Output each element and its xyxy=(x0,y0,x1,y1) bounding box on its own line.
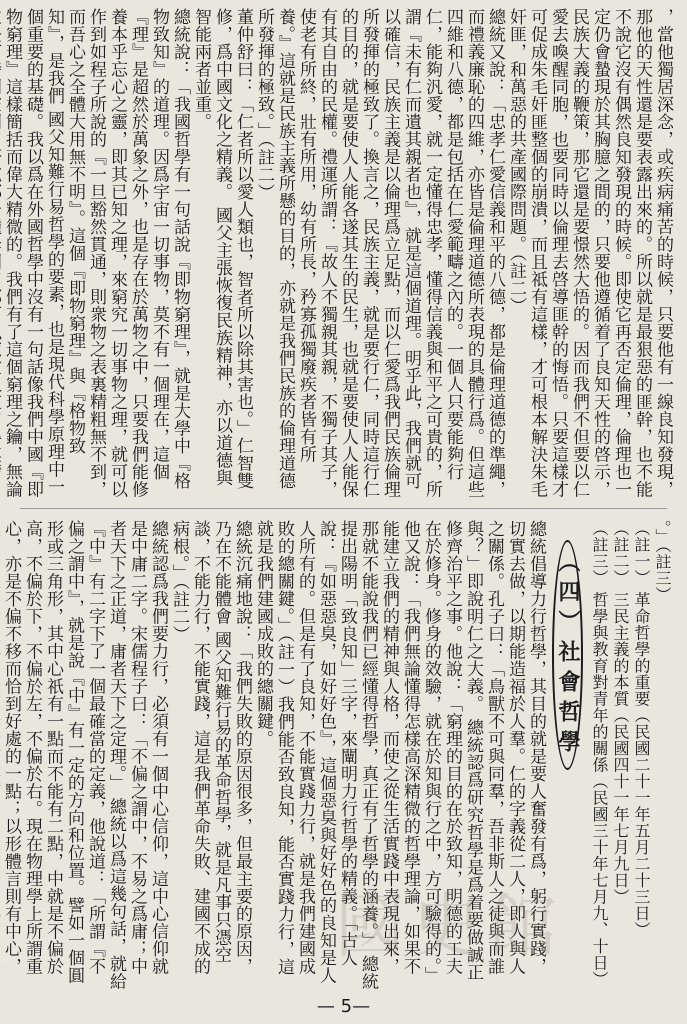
page-number xyxy=(0,996,687,1017)
footnote: （註一） 革命哲學的重要（民國二十一年五月二十三日） xyxy=(632,520,651,939)
footnote: （註三） 哲學與教育對青年的關係（民國三十年七月九、十日） xyxy=(590,520,609,988)
paragraph: 董仲舒曰：「仁者所以愛人類也，智者所以除其害也。」仁智雙修，爲中國文化之精義。 國父主張恢復民族精神，亦以道德與智能兩者並重。 xyxy=(191,8,253,490)
paragraph: 總統認爲我們要力行，必須有一個中心信仰，這中心信仰就是中庸二字。宋儒程子曰：「不偏之謂中，不易之爲庸；中者天下之正道，庸者天下之定理。」 總統以爲這幾句話，就給『中』有二字下了一個最確當的定義，他說道：「所謂『不偏之謂中』，就是說『中』有一定的方向和位置。譬如一個圓形或三角形，其中心祇有一點而不能有二點，中就是不偏於高，不偏於下，不偏於左，不偏於右。現在物理學上所謂重心，亦是不偏不移而恰到好處的一點；以形體言則有中心， xyxy=(1,520,168,990)
paragraph: 總統說：「我國哲學有一句話說『即物窮理』，就是大學中『格物致知』的道理。因爲宇宙一切事物，莫不有一個理在，這個『理』是超然於萬象之外，也是存在於萬物之中，只要我們能修養本乎忘心之靈，即其已知之理，來窮究一切事物之理，就可以作到如程子所說的『一旦豁然貫通，則衆物之表裏精粗無不到，而吾心之全體大用無不明』。這個『即物窮理』與『格物致知』，是我們 國父知難行易哲學的要素，也是現代科學原理中一個重要的基礎。我以爲在外國哲學中沒有一句話像我們中國『即物窮理』這樣簡括而偉大精微的。我們有了這個窮理之鑰，無論 xyxy=(2,8,190,498)
paragraph: ，當他獨居深念，或疾病痛苦的時候，只要他有一線良知發現，那他的天性還是要表露出來的。所以就是最狠惡的匪幹，也不能不說它沒有偶然良知發現的時候。即使它再否定倫理，倫理也一定仍會蟄現於其胸臆之間的，只要他遵循着了良知天性的啓示，民族大義的鞭策，那它還是要憬然大悟的。因而我們不但要以仁愛去喚醒同胞，也要同時以倫理去啓導匪幹的悔悟。只要這樣才可促成朱毛奸匪整個的崩潰，而且祗有這樣，才可根本解決朱毛奸匪，和萬惡的共產國際問題。（註二） xyxy=(506,8,673,498)
paragraph: 總統倡導力行哲學，其目的就是要人奮發有爲，躬行實踐，切實去做，以期能造福於人羣。仁的字義從二人，即人與人之關係。孔子曰：「鳥獸不可與同羣，吾非斯人之徒與而誰與？」即說明仁之大義。 總統認爲研究哲學是爲着要做誠正修齊治平之事。他說：「窮理的目的在於致知，明德的工夫在於修身。修身的效驗，就在於知與行之中，方可驗得的。」他又說：「我們無論懂得怎樣高深精微的哲學理論，如果不能建立我們的精神與人格，而使之從生活實踐中表現出來，那就不能說我們已經懂得哲學，真正有了哲學的涵養。」 總統提出陽明「致良知」三字，來闡明力行哲學的精義。「古人說：『如惡惡臭，如好好色』，這個惡臭與好好色的良知是人人所有的。但是有了良知，不能實踐力行，就是我們建國成敗的總關鍵。」（註一）我們能否致良知，能否實踐力行，這就是我們建國成敗的總關鍵。 xyxy=(253,520,546,990)
page-number-value: — 5 — xyxy=(317,996,370,1017)
section-heading: （四）社會哲學 xyxy=(552,540,583,770)
upper-text-block xyxy=(2,8,673,498)
footnotes xyxy=(589,520,673,990)
footnote: （註二） 三民主義的本質（民國四十一年七月九日） xyxy=(611,520,630,906)
column-divider xyxy=(20,508,667,509)
paragraph: 總統沉痛地說：「我們失敗的原因很多，但最主要的原因，乃在不能體會 國父知難行易的革命哲學，就是凡事只憑空談，不能力行，不能實踐，這是我們革命失敗、建國不成的病根。」（註二） xyxy=(169,520,252,975)
footnote: 。」（註三） xyxy=(653,520,672,603)
paragraph: 總統又說：「忠孝仁愛信義和平的八德，都是倫理道德的準繩，而禮義廉恥的四維，亦皆是倫理道德所表現的具體行爲。但這些四維和八德，都是包括在仁愛範疇之內的。一個人只要能夠行仁，能夠汎愛，就一定懂得忠孝，懂得信義與和平之可貴的，所謂『未有仁而遺其親者也』，就是這個道理。明乎此，我們就可以確信，民族主義是以倫理爲立足點，而以仁愛爲我們民族倫理所發揮的極致了。換言之，民族主義，就是要行仁，同時這行仁的目的，就是要使人人能各遂其生的民生，也就是要使人人能保有其自由的民權。禮運所謂：『故人不獨親其親，不獨子其子，使老有所終，壯有所用，幼有所長，矜寡孤獨廢疾者皆有所養。』這就是民族主義所懸的目的，亦就是我們民族的倫理道德所發揮的極致。」（註二） xyxy=(254,8,505,498)
archive-watermark: 國史館 xyxy=(335,885,563,967)
